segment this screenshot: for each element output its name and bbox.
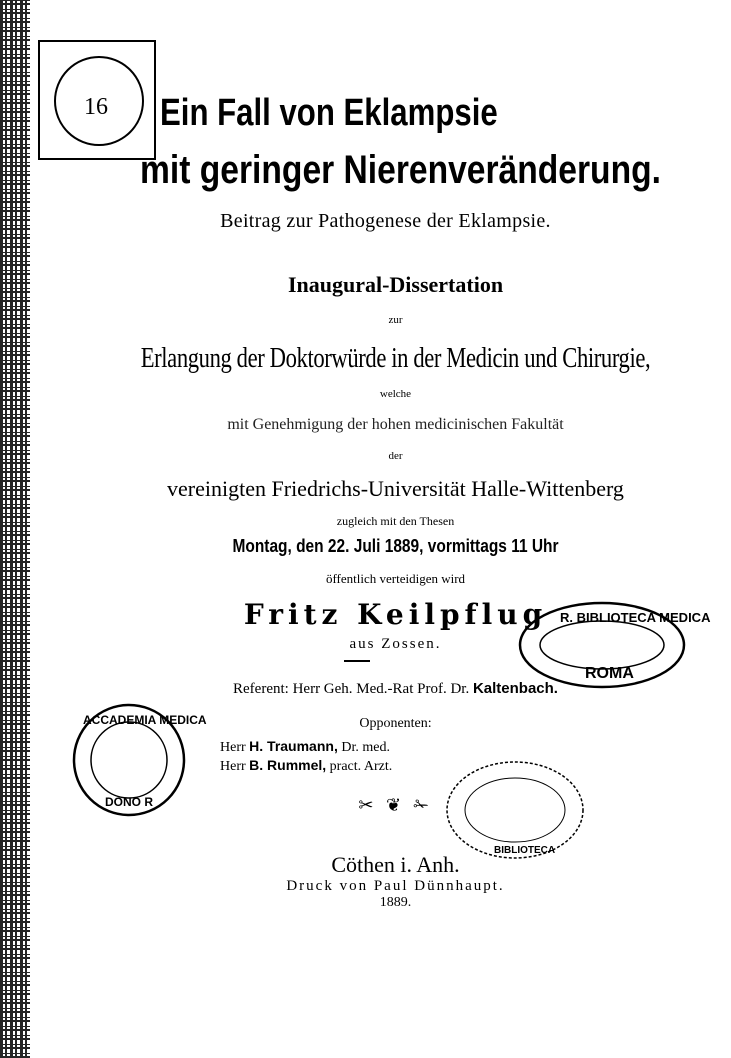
referent xyxy=(60,680,731,698)
referent-text: Herr Geh. Med.-Rat Prof. Dr. xyxy=(292,681,470,697)
subtitle: Beitrag zur Pathogenese der Eklampsie. xyxy=(220,210,551,232)
defense-date: Montag, den 22. Juli 1889, vormittags 11 Uhr xyxy=(232,536,559,556)
miscellanea-stamp-number: 16 xyxy=(84,94,108,120)
opponent-2 xyxy=(220,757,731,775)
divider xyxy=(344,660,370,662)
imprint-place: Cöthen i. Anh. xyxy=(331,852,460,877)
university-name: vereinigten Friedrichs-Universität Halle-Wittenberg xyxy=(167,476,624,501)
dissertation-zugleich: zugleich mit den Thesen xyxy=(336,514,455,528)
biblioteca-oval-ring-text: BIBLIOTECA xyxy=(494,845,556,856)
referent-label: Referent: xyxy=(233,681,289,697)
biblioteca-roma-city: ROMA xyxy=(585,665,634,682)
imprint-year: 1889. xyxy=(379,895,412,910)
author-origin: aus Zossen. xyxy=(349,636,442,652)
opponents-heading: Opponenten: xyxy=(359,716,432,731)
referent-name: Kaltenbach. xyxy=(472,680,558,697)
ornament-icon: ✂ ❦ ✁ xyxy=(358,795,433,815)
imprint-printer: Druck von Paul Dünnhaupt. xyxy=(286,878,505,894)
dissertation-purpose: Erlangung der Doktorwürde in der Medicin und Chirurgie, xyxy=(140,342,651,374)
dissertation-heading: Inaugural-Dissertation xyxy=(287,272,504,297)
opponent-1-name: H. Traumann, xyxy=(249,738,338,754)
miscellanea-stamp xyxy=(38,40,156,160)
dissertation-welche: welche xyxy=(379,388,412,400)
title-line-1: Ein Fall von Eklampsie xyxy=(160,92,498,134)
biblioteca-roma-ring-text: R. BIBLIOTECA MEDICA xyxy=(560,610,711,625)
dissertation-defense: öffentlich verteidigen wird xyxy=(325,571,466,586)
opponent-1 xyxy=(220,738,731,756)
dissertation-approval: mit Genehmigung der hohen medicinischen Fakultät xyxy=(227,416,564,433)
opponent-1-title: Dr. med. xyxy=(341,740,390,755)
title-line-2: mit geringer Nierenveränderung. xyxy=(140,148,661,192)
opponent-2-title: pract. Arzt. xyxy=(329,759,393,774)
opponent-1-prefix: Herr xyxy=(220,740,246,755)
book-spine-edge xyxy=(0,0,30,1058)
opponent-2-name: B. Rummel, xyxy=(249,757,327,773)
opponent-2-prefix: Herr xyxy=(220,759,246,774)
dissertation-zur: zur xyxy=(388,314,403,326)
author-name: Fritz Keilpflug xyxy=(243,598,548,631)
accademia-ring-text: ACCADEMIA MEDICA xyxy=(83,713,207,727)
dissertation-der: der xyxy=(388,450,403,462)
accademia-bottom-text: DONO R xyxy=(105,795,153,809)
